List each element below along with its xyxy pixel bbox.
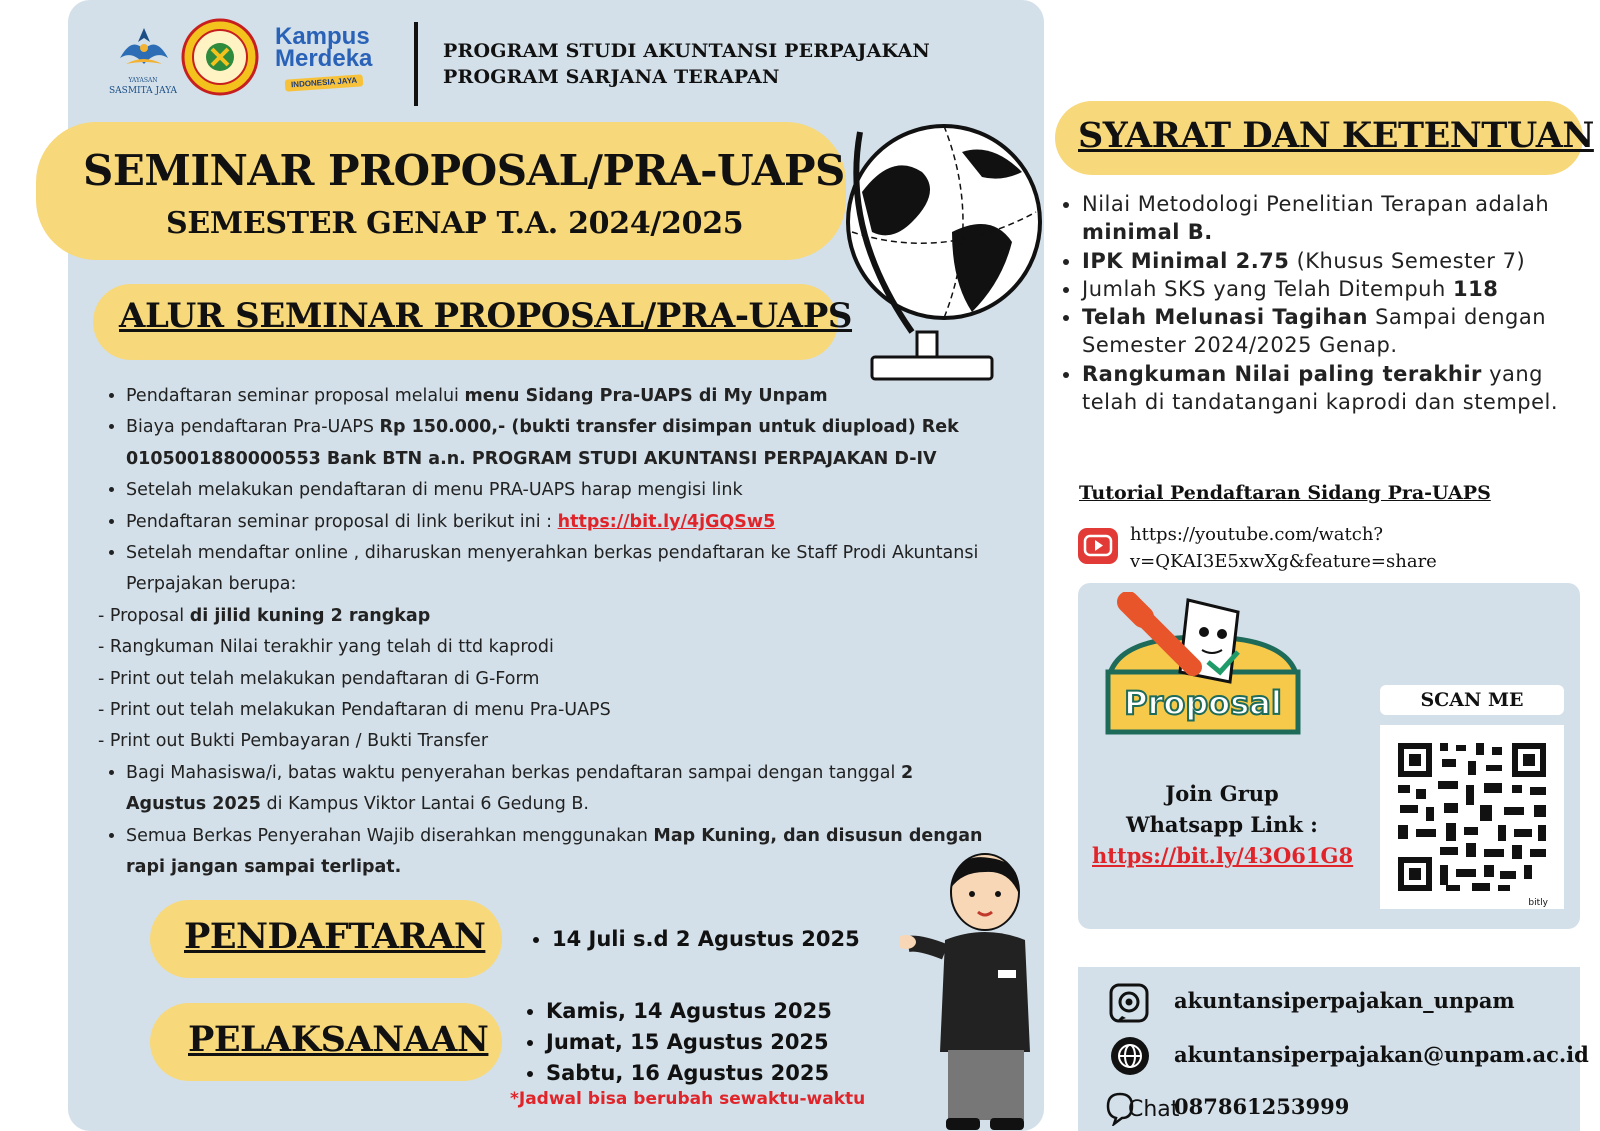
join-line1: Join Grup <box>1165 781 1279 806</box>
requirement-4-bold: Telah Melunasi Tagihan <box>1082 305 1368 330</box>
proposal-badge-text: Proposal <box>1124 684 1282 722</box>
step-1 <box>126 381 998 412</box>
step-5 <box>126 538 998 601</box>
requirement-4 <box>1082 303 1588 360</box>
doc-item-4: - Print out telah melakukan Pendaftaran di menu Pra-UAPS <box>98 700 611 721</box>
header-divider <box>414 22 418 106</box>
person-illustration-icon <box>900 852 1040 1131</box>
qr-code-icon <box>1380 725 1564 909</box>
requirement-5 <box>1082 360 1588 417</box>
qr-brand-label: bitly <box>1528 898 1548 908</box>
email-address[interactable]: akuntansiperpajakan@unpam.ac.id <box>1174 1042 1589 1067</box>
step-1-text: Pendaftaran seminar proposal melalui <box>126 386 465 406</box>
proposal-badge-icon <box>1098 592 1308 752</box>
yayasan-label <box>103 76 183 96</box>
execution-date: • Sabtu, 16 Agustus 2025 <box>546 1058 832 1089</box>
step-5-text: Setelah mendaftar online , diharuskan menyerahkan berkas pendaftaran ke Staff Prodi Akuntansi Perpajakan berupa: <box>126 543 979 595</box>
step-3-text: Setelah melakukan pendaftaran di menu PRA-UAPS harap mengisi link <box>126 480 743 501</box>
instagram-icon <box>1108 982 1150 1024</box>
tutorial-video-link[interactable] <box>1130 521 1437 575</box>
requirement-3 <box>1082 275 1588 303</box>
step-3 <box>126 475 998 506</box>
chat-label: Chat <box>1128 1097 1180 1122</box>
requirement-5-text: yang telah di tandatangani kaprodi dan stempel. <box>1082 361 1559 415</box>
step-2-bold: Rp 150.000,- (bukti transfer disimpan untuk diupload) Rek 0105001880000553 Bank BTN a.n. PROGRAM STUDI AKUNTANSI PERPAJAKAN D-IV <box>126 417 959 469</box>
step-7-bold: Map Kuning, dan disusun dengan rapi jangan sampai terlipat. <box>126 825 983 878</box>
step-1-bold: menu Sidang Pra-UAPS di My Unpam <box>464 386 828 406</box>
step-7 <box>126 821 998 884</box>
requirement-1-text: Nilai Metodologi Penelitian Terapan adalah <box>1082 192 1550 216</box>
join-line2: Whatsapp Link : <box>1126 812 1318 837</box>
doc-item-1-text: - Proposal <box>98 605 190 626</box>
execution-date: • Jumat, 15 Agustus 2025 <box>546 1027 832 1058</box>
globe-illustration-icon <box>832 112 1052 390</box>
scan-me-label: SCAN ME <box>1380 685 1564 715</box>
whatsapp-group-link[interactable]: https://bit.ly/43O61G8 <box>1092 843 1354 868</box>
program-line1: PROGRAM STUDI AKUNTANSI PERPAJAKAN <box>443 40 930 62</box>
yayasan-small: YAYASAN <box>128 77 158 84</box>
globe-icon <box>1110 1036 1150 1076</box>
step-6-tail: di Kampus Viktor Lantai 6 Gedung B. <box>260 794 589 815</box>
chat-icon <box>1104 1090 1180 1126</box>
step-6 <box>126 758 998 821</box>
steps-list-bottom <box>98 758 998 884</box>
execution-date: • Kamis, 14 Agustus 2025 <box>546 996 832 1027</box>
requirement-2 <box>1082 247 1588 275</box>
alur-steps <box>98 381 998 884</box>
step-7-text: Semua Berkas Penyerahan Wajib diserahkan menggunakan <box>126 825 654 846</box>
kampus-line3: INDONESIA JAYA <box>285 74 364 91</box>
registration-link[interactable]: https://bit.ly/4jGQSw5 <box>557 511 776 532</box>
requirement-1-bold: minimal B. <box>1082 220 1213 245</box>
registration-date: • 14 Juli s.d 2 Agustus 2025 <box>552 924 860 955</box>
qr-code[interactable] <box>1380 725 1564 909</box>
youtube-icon[interactable] <box>1078 526 1118 566</box>
doc-item-3: - Print out telah melakukan pendaftaran di G-Form <box>98 668 540 689</box>
yayasan-name: SASMITA JAYA <box>109 86 177 96</box>
instagram-handle[interactable]: akuntansiperpajakan_unpam <box>1174 988 1515 1013</box>
steps-list-top <box>98 381 998 601</box>
requirement-4-text: Sampai dengan Semester 2024/2025 Genap. <box>1082 305 1547 358</box>
execution-heading: PELAKSANAAN <box>188 1019 489 1060</box>
yayasan-logo-icon <box>112 24 176 74</box>
page-subtitle: SEMESTER GENAP T.A. 2024/2025 <box>166 206 744 241</box>
kampus-merdeka-logo <box>275 23 373 92</box>
alur-heading: ALUR SEMINAR PROPOSAL/PRA-UAPS <box>119 296 853 336</box>
doc-item-1 <box>98 601 998 632</box>
tutorial-heading: Tutorial Pendaftaran Sidang Pra-UAPS <box>1079 482 1491 504</box>
university-seal-icon <box>181 18 259 96</box>
tutorial-url-line2: v=QKAI3E5xwXg&feature=share <box>1130 551 1437 572</box>
schedule-note: *Jadwal bisa berubah sewaktu-waktu <box>510 1089 866 1109</box>
step-6-bold: 2 Agustus 2025 <box>126 762 914 815</box>
registration-dates <box>526 924 860 955</box>
phone-number[interactable]: 087861253999 <box>1174 1094 1350 1119</box>
step-4 <box>126 507 998 538</box>
step-4-text: Pendaftaran seminar proposal di link berikut ini : <box>126 511 558 532</box>
kampus-line2: Merdeka <box>275 45 373 72</box>
requirements-heading: SYARAT DAN KETENTUAN <box>1078 115 1594 156</box>
doc-item-1-bold: di jilid kuning 2 rangkap <box>189 605 431 626</box>
requirements-list <box>1058 190 1588 416</box>
step-2 <box>126 412 998 475</box>
doc-item-5: - Print out Bukti Pembayaran / Bukti Transfer <box>98 731 489 752</box>
step-2-text: Biaya pendaftaran Pra-UAPS <box>126 417 380 438</box>
requirement-3-bold: 118 <box>1452 276 1499 301</box>
program-line2: PROGRAM SARJANA TERAPAN <box>443 66 780 88</box>
requirement-5-bold: Rangkuman Nilai paling terakhir <box>1082 361 1482 386</box>
requirement-3-text: Jumlah SKS yang Telah Ditempuh <box>1082 276 1453 301</box>
registration-heading: PENDAFTARAN <box>184 916 486 957</box>
join-group-text <box>1092 778 1352 871</box>
tutorial-url-line1: https://youtube.com/watch? <box>1130 524 1384 545</box>
requirement-1 <box>1082 190 1588 247</box>
kampus-line1: Kampus <box>275 23 370 50</box>
execution-dates <box>520 996 832 1089</box>
step-6-text: Bagi Mahasiswa/i, batas waktu penyerahan berkas pendaftaran sampai dengan tanggal <box>126 762 901 783</box>
requirement-2-text: (Khusus Semester 7) <box>1289 248 1526 273</box>
doc-item-2: - Rangkuman Nilai terakhir yang telah di ttd kaprodi <box>98 637 554 658</box>
page-title: SEMINAR PROPOSAL/PRA-UAPS <box>83 146 845 195</box>
requirement-2-bold: IPK Minimal 2.75 <box>1082 248 1290 273</box>
